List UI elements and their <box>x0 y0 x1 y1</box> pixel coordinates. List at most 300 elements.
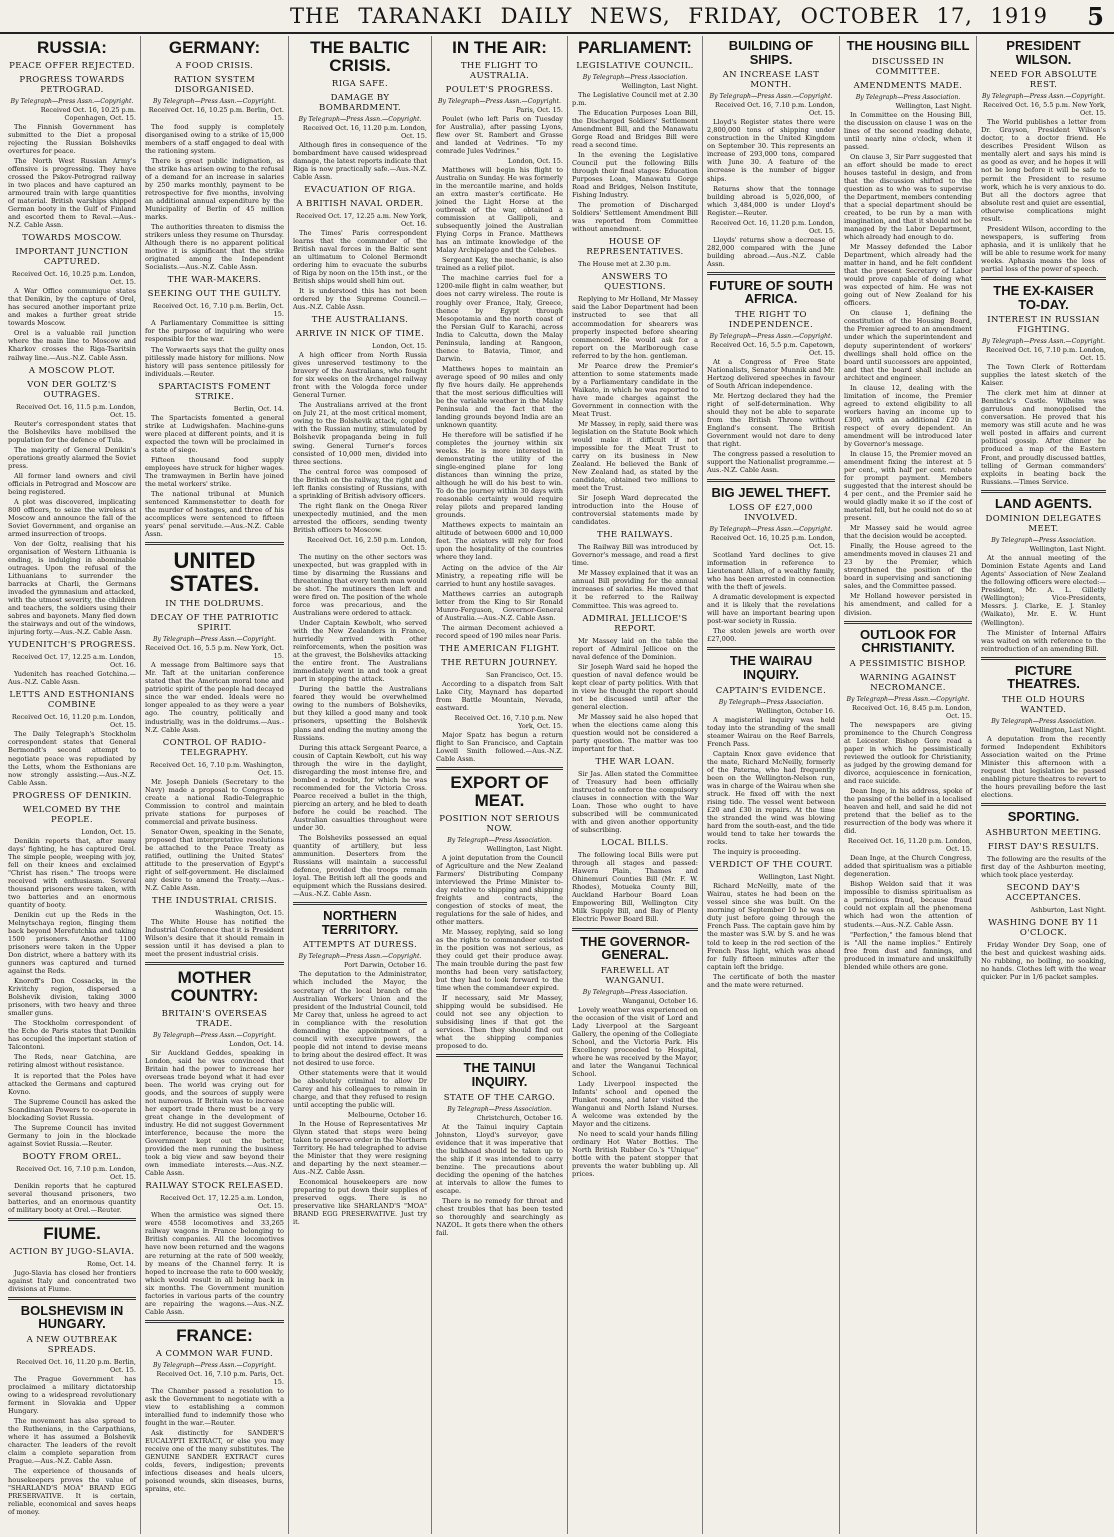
article-paragraph: Sir Auckland Geddes, speaking in London, said he was convinced that Britain had the power to increase her overseas trade beyond what it had ever been. The world was crying out for goods, and the sources of supply were not numerous. If Britain was to increase her export trade there must be a very great change in the development of industry. He did not suggest Government interference, because the more the Government kept out the better, provided the men running the business took a big view and saw beyond their own immediate interests.—Aus.-N.Z. Cable Assn. <box>145 1048 284 1178</box>
masthead-word: NEWS, <box>590 4 671 28</box>
article-paragraph: Mr Holland however persisted in his amendment, and called for a division. <box>844 592 972 617</box>
article-paragraph: Dean Inge, at the Church Congress, added that spiritualism was a pitiable degeneration. <box>844 854 972 879</box>
article-paragraph: Captain Knox gave evidence that the mate, Richard McNeilly, formerly of the Paterna, who had frequently been on the Wellington-Nelson run, was in charge of the Wairau when she struck. He fixed off with the next rising tide. The vessel went between £20 and £30 in repairs. At the time the stranded the wind was blowing hard from the south-east, and the tide would tend to take her towards the rocks. <box>707 749 835 847</box>
article-paragraph: Sir Jas. Allen stated the Committee of Treasury had been officially instructed to enforce the compulsory clauses in connection with the War Loan. Those who ought to have subscribed will be communicated with and given another opportunity of subscribing. <box>572 769 698 835</box>
subheadline: PROGRESS TOWARDS PETROGRAD. <box>19 74 125 95</box>
article-paragraph: The certificate of both the master and the mate were returned. <box>707 972 835 989</box>
section-headline: THE BALTIC CRISIS. <box>310 38 410 75</box>
subheadline: WARNING AGAINST NECROMANCE. <box>860 672 956 693</box>
article-paragraph: At a Congress of Free State Nationalists, Senator Munnik and Mr. Hertzog delivered speeches in favour of South African independence. <box>707 358 835 391</box>
section-headline: IN THE AIR: <box>452 38 547 57</box>
article-paragraph: Matthews expects to maintain an altitude of between 6000 and 10,000 feet. The aviators will rely for food upon the hospitality of the countries where they land. <box>436 521 563 562</box>
article-paragraph: He therefore will be satisfied if he completes the journey within six weeks. He is more interested in demonstrating the utility of the single-engined plane for long distances than winning the prize, although he will do his best to win. To do the journey within 30 days with reasonable certainty would require relay pilots and prepared landing grounds. <box>436 431 563 520</box>
section-divider <box>436 767 563 770</box>
article-paragraph: Sir Joseph Ward said he hoped the question of naval defence would be kept clear of party politics. With that in view he thought the report should not be discussed until after the general election. <box>572 662 698 711</box>
dateline: Received Oct. 17, 12.25 a.m. New York, Oct. 16. <box>296 211 427 228</box>
dateline: Received Oct. 16, 11.20 p.m. London, Oct. 15. <box>710 218 835 235</box>
dateline: Wellington, Last Night. <box>895 101 972 110</box>
section-headline: THE EX-KAISER TO-DAY. <box>993 282 1094 312</box>
subheadline: SEEKING OUT THE GUILTY. <box>147 289 282 300</box>
article-paragraph: During the battle the Australians feared they would be overwhelmed owing to the numbers of Bolsheviks, but they killed a good many and took prisoners, upsetting the Bolshevik plans and ending the mutiny among the Russians. <box>293 685 427 742</box>
article-paragraph: All former land owners and civil officials in Petrograd and Moscow are being registered. <box>8 471 136 496</box>
section-headline: RUSSIA: <box>37 38 107 57</box>
subheadline: YUDENITCH'S PROGRESS. <box>8 640 136 651</box>
masthead-word: 17, <box>936 4 973 28</box>
article-paragraph: "Perfection," the famous blend that is "All the name implies." Entirely free from dust and fannings, and produced in immature and unskilfully blended while others are gone. <box>844 930 972 971</box>
section-divider <box>707 647 835 650</box>
dateline: Received Oct. 16, 11.20 p.m. Berlin, Oct. 15. <box>16 1358 136 1375</box>
column-7 <box>840 36 977 1534</box>
wire-byline: By Telegraph—Press Assn.—Copyright. <box>152 1361 276 1369</box>
article-paragraph: The movement has also spread to the Ruthenians, in the Carpathians, where it has assumed a Bolshevik character. The leaders of the revolt claim a complete separation from Prague.—Aus.-N.Z. Cable Assn. <box>8 1417 136 1466</box>
article-paragraph: Mr. Joseph Daniels (Secretary to the Navy) made a proposal to Congress to create a national Radio-Telegraphic Commission to control and maintain private stations for purposes of commercial and private business. <box>145 777 284 826</box>
wire-byline: By Telegraph—Press Assn.—Copyright. <box>152 636 276 644</box>
masthead-word: THE <box>290 4 341 28</box>
article-paragraph: The following are the results of the first day of the Ashburton meeting, which took place yesterday. <box>981 854 1106 879</box>
subheadline: RIGA SAFE. <box>331 78 389 89</box>
article-paragraph: The inquiry is proceeding. <box>713 848 801 857</box>
wire-byline: By Telegraph—Press Association. <box>991 717 1096 725</box>
section-headline: FIUME. <box>43 1223 101 1243</box>
article-paragraph: There is no remedy for throat and chest troubles that has been tested so thoroughly and searchingly as NAZOL. It gets there when the others fail. <box>436 1197 563 1238</box>
section-divider <box>981 803 1106 806</box>
column-6 <box>703 36 840 1534</box>
article-paragraph: In the House of Representatives Mr Glynn stated that steps were being taken to preserve order in the Northern Territory. He had telegraphed to advise the Minister that they were resigning and departing by the next steamer.—Aus.-N.Z. Cable Assn. <box>293 1119 427 1177</box>
article-paragraph: Friday Wonder Dry Soap, one of the best and quickest washing aids. No rubbing, no boiling, no soaking, no hands. Clothes left with the wear quicker. Pur in 1/6 packet samples. <box>981 940 1106 982</box>
article-paragraph: The Reds, near Gatchina, are retiring almost without resistance. <box>8 1053 136 1070</box>
section-headline: LAND AGENTS. <box>994 495 1093 511</box>
dateline: Received Oct. 16, 5.5 p.m. New York, Oct. 15. <box>145 644 284 661</box>
article-paragraph: Poulet (who left Paris on Tuesday for Australia), after passing Lyons, flew over St. Rambert and Grasse and landed at Vedrines. "To my comrade Jules Vedrines." <box>436 114 563 155</box>
dateline: London, Oct. 15. <box>372 342 427 351</box>
section-divider <box>145 1320 284 1323</box>
section-divider <box>145 962 284 965</box>
dateline: Wellington, October 16. <box>756 706 835 715</box>
subheadline: ANSWERS TO QUESTIONS. <box>602 272 668 293</box>
subheadline: A MOSCOW PLOT. <box>28 365 116 376</box>
subheadline: RATION SYSTEM DISORGANISED. <box>173 74 256 95</box>
article-paragraph: The Supreme Council has invited Germany to join in the blockade against Soviet Russia.—Reuter. <box>8 1123 136 1148</box>
subheadline: THE FLIGHT TO AUSTRALIA. <box>460 60 539 81</box>
article-paragraph: Matthews carries an autograph letter from the King to Sir Ronald Munro-Ferguson, Governor-General of Australia.—Aus.-N.Z. Cable Assn. <box>436 589 563 622</box>
article-paragraph: The Education Purposes Loan Bill, the Discharged Soldiers' Settlement Amendment Bill, and the Manawatu Gorge Road and Bridges Bill were read a second time. <box>572 108 698 150</box>
subheadline: BRITAIN'S OVERSEAS TRADE. <box>161 1008 268 1029</box>
subheadline: WASHING DONE BY 11 O'CLOCK. <box>988 917 1099 938</box>
article-paragraph: Mr Massey explained that it was an annual Bill providing for the annual increases of salaries. He moved that it be referred to the Railway Committee. This was agreed to. <box>572 569 698 610</box>
section-divider <box>844 621 972 624</box>
columns <box>4 36 1110 1534</box>
article-paragraph: Knoroff's Don Cossacks, in the Krivitchy region, dispersed a Bolshevik division, taking 3000 prisoners, with two heavy and three smaller guns. <box>8 977 136 1018</box>
article-paragraph: The Chamber passed a resolution to ask the Government to negotiate with a view to establishing a common interallied fund to indemnify those who fought in the war.—Reuter. <box>145 1386 284 1427</box>
section-headline: PARLIAMENT: <box>578 38 692 57</box>
article-paragraph: A magisterial inquiry was held today into the stranding of the small steamer Wairau on the Reef Barrels, French Pass. <box>707 715 835 748</box>
dateline: Melbourne, October 16. <box>347 1110 427 1119</box>
article-paragraph: The White House has notified the Industrial Conference that it is President Wilson's desire that it should remain in session until it has devised a plan to meet the present industrial crisis. <box>145 918 284 959</box>
masthead-word: DAILY <box>500 4 573 28</box>
article-paragraph: Mr. Massey, replying, said so long as the rights to commandeer existed in the position was not serious, as they could get their produce away. The main trouble during the past few months had been very satisfactory, but they had to look forward to the time when the commandeer expired. <box>436 928 563 993</box>
wire-byline: By Telegraph—Press Assn.—Copyright. <box>298 115 422 123</box>
dateline: Received Oct. 16, 7.10 p.m. Berlin, Oct. 15. <box>152 302 284 319</box>
article-paragraph: The right flank on the Onega River unexpectedly mutinied, and the men arrested the officers, sending twenty British officers to Moscow. <box>293 501 427 534</box>
article-paragraph: The mutiny on the other sectors was unexpected, but was grappled with in time by disarming the Russians and threatening that every tenth man would be shot. The mutineers then left and were fired on. The position of the whole force was precarious, and the Australians were ordered to attack. <box>293 552 427 618</box>
article-paragraph: Mr Pearce drew the Premier's attention to some statements made by a Parliamentary candidate in the Waikato, in which he was reported to have made charges against the Government in connection with the Meat Trust. <box>572 361 698 418</box>
subheadline: ARRIVE IN NICK OF TIME. <box>295 329 425 340</box>
subheadline: CONTROL OF RADIO-TELEGRAPHY. <box>162 737 267 758</box>
article-paragraph: No need to scald your hands filling ordinary Hot Water Bottles. The North British Rubber Co.'s "Unique" bottle with the patent stopper that prevents the water bubbling up. All prices. <box>572 1130 698 1179</box>
column-5 <box>568 36 703 1534</box>
article-paragraph: Denikin reports that, after many days' fighting, he has captured Orel. The simple people, weeping with joy, fell on their knees and exclaimed "Christ has risen." The troops were received with enthusiasm. Several thousand prisoners were taken, with two batteries and an enormous quantity of booty. <box>8 836 136 909</box>
article-paragraph: The authorities threaten to dismiss the strikers unless they resume on Thursday. Although there is no apparent political motive it is significant that the strike originated among the Independent Socialists.—Aus.-N.Z. Cable Assn. <box>145 223 284 272</box>
column-4 <box>432 36 568 1534</box>
article-paragraph: Returns show that the tonnage building abroad is 5,026,000, of which 3,484,000 is under Lloyd's Register.—Reuter. <box>707 184 835 217</box>
masthead-word: TARANAKI <box>358 4 483 28</box>
article-paragraph: The Bolsheviks possessed an equal quantity of artillery, but less ammunition. Deserters from the Russians will maintain a successful defence, provided the troops remain loyal. The British left all the goods and equipment which the Russians desired.—Aus.-N.Z. Cable Assn. <box>293 833 427 899</box>
dateline: London, Oct. 15. <box>508 157 563 165</box>
article-paragraph: During this attack Sergeant Pearce, a cousin of Captain Kewbolt, cut his way through the wire in the daylight, disregarding the most intense fire, and bombed a redoubt, for which he was recommended for the Victoria Cross. Pearce received a bullet in the thigh, piercing an artery, and he bled to death before he could be reached. The Australian casualties throughout were under 30. <box>293 743 427 832</box>
article-paragraph: A plot was discovered, implicating 800 officers, to seize the wireless at Moscow and announce the fall of the Soviet Government, and organise an armed insurrection of troops. <box>8 497 136 538</box>
article-paragraph: The machine carries fuel for a 1200-mile flight in calm weather, but does not carry wireless. The route is roughly over France, Italy, Greece, thence by Egypt through Mesopotamia and the north coast of the Persian Gulf to Karachi, across India to Calcutta, down the Malay Peninsula, landing at Rangoon, thence to Batavia, Timor, and Darwin. <box>436 274 563 363</box>
section-divider <box>707 272 835 275</box>
wire-byline: By Telegraph—Press Assn.—Copyright. <box>152 1031 276 1039</box>
dateline: London, Oct. 14. <box>229 1039 284 1048</box>
article-paragraph: It is understood this has not been ordered by the Supreme Council.—Aus.-N.Z. Cable Assn. <box>293 287 427 312</box>
article-paragraph: The House met at 2.30 p.m. <box>578 260 672 269</box>
article-paragraph: It is reported that the Poles have attacked the Germans and captured Kovno. <box>8 1071 136 1096</box>
article-paragraph: A War Office communique states that Denikin, by the capture of Orel, has secured another important prize and makes a further great stride towards Moscow. <box>8 287 136 328</box>
article-paragraph: Denikin cut up the Reds in the Melnytschaya region, flinging them back beyond Merefutchka and taking 1500 prisoners. Another 1100 prisoners were taken in the Upper Don district, where a battery with its gunners was captured and turned against the Reds. <box>8 910 136 976</box>
article-paragraph: Lady Liverpool inspected the Infants' school and opened the Plunket rooms, and later visited the Wanganui and North Island Nurses. A welcome was extended by the Mayor and the citizens. <box>572 1080 698 1129</box>
dateline: Received Oct. 16, 8.45 p.m. London, Oct. 15. <box>852 703 972 720</box>
dateline: Received Oct. 17, 12.25 a.m. London, Oct. 15. <box>160 1194 284 1211</box>
subheadline: TOWARDS MOSCOW. <box>22 233 122 244</box>
article-paragraph: Orel is a valuable rail junction where the main line to Moscow and Kharkov crosses the Riga-Tsaritsin railway line.—Aus.-N.Z. Cable Assn. <box>8 329 136 362</box>
subheadline: THE OLD HOURS WANTED. <box>1001 694 1086 715</box>
section-divider <box>8 1297 136 1300</box>
subheadline: SECOND DAY'S ACCEPTANCES. <box>1005 882 1082 903</box>
article-paragraph: The Minister of Internal Affairs was waited on with reference to the reintroduction of an amending Bill. <box>981 628 1106 653</box>
subheadline: IMPORTANT JUNCTION CAPTURED. <box>15 247 129 268</box>
subheadline: NEED FOR ABSOLUTE REST. <box>989 70 1098 91</box>
article-paragraph: In Committee on the Housing Bill, the discussion on clause 1 was on the lines of the second reading debate, until nearly nine o'clock, when it passed. <box>844 110 972 151</box>
dateline: Received Oct. 16, 10.25 p.m. Berlin, Oct. 15. <box>148 105 284 122</box>
wire-byline: By Telegraph—Press Association. <box>718 698 824 706</box>
article-paragraph: The Stockholm correspondent of the Echo de Paris states that Denikin has occupied the important station of Talcontoni. <box>8 1019 136 1052</box>
wire-byline: By Telegraph—Press Assn.—Copyright. <box>709 333 833 341</box>
section-divider <box>981 490 1106 493</box>
section-divider <box>293 902 427 905</box>
subheadline: THE RAILWAYS. <box>597 530 673 541</box>
wire-byline: By Telegraph—Press Association. <box>991 537 1096 545</box>
article-paragraph: The Australians arrived at the front on July 21, at the most critical moment, owing to the Bolshevik attack, coupled with the Russian mutiny, stimulated by Bolshevik propaganda being in full swing. General Turner's forces consisted of 10,000 men, divided into three sections. <box>293 401 427 466</box>
dateline: Received Oct. 16, 11.20 p.m. London, Oct. 15. <box>11 713 136 730</box>
dateline: Received Oct. 16, 5.5 p.m. New York, Oct. 15. <box>982 101 1106 118</box>
article-paragraph: A message from Baltimore says that Mr. Taft at the unitarian conference stated that the American moral tone and patriotic spirit of the people had decayed since the war ended. Ideals were no longer appealed to as they were a year ago. The country, politically and industrially, was in the doldrums.—Aus.-N.Z. Cable Assn. <box>145 661 284 734</box>
article-paragraph: Senator Owen, speaking in the Senate, proposed that interpretative resolutions be attached to the Peace Treaty as ratified, outlining the United States' attitude to the preservation of Egypt's right of self-government. He disclaimed any desire to amend the Treaty.—Aus.-N.Z. Cable Assn. <box>145 827 284 892</box>
subheadline: ACTION BY JUGO-SLAVIA. <box>9 1246 135 1257</box>
section-headline: FRANCE: <box>176 1325 253 1345</box>
subheadline: THE AUSTRALIANS. <box>311 315 409 326</box>
article-paragraph: The Daily Telegraph's Stockholm correspondent states that General Bermondt's second attempt to negotiate peace was repudiated by the Letts, whom the Esthonians are now strongly assisting.—Aus.-N.Z. Cable Assn. <box>8 730 136 787</box>
wire-byline: By Telegraph—Press Assn.—Copyright. <box>10 97 134 105</box>
dateline: Wellington, Last Night. <box>758 873 835 882</box>
article-paragraph: Finally, the House agreed to the amendments moved in clauses 21 and 23 by the Premier, which strengthened the position of the board in supervising and sanctioning sales, and the Committee passed. <box>844 542 972 591</box>
subheadline: DECAY OF THE PATRIOTIC SPIRIT. <box>150 613 279 634</box>
article-paragraph: On clause 1, defining the constitution of the Housing Board, the Premier agreed to an amendment under which the superintendent and deputy superintendent of workers' dwellings shall hold office on the board until successors are appointed, and that the board shall include an architect and engineer. <box>844 309 972 382</box>
wire-byline: By Telegraph—Press Assn.—Copyright. <box>981 338 1105 346</box>
subheadline: A FOOD CRISIS. <box>175 60 254 71</box>
article-paragraph: The Prague Government has proclaimed a military dictatorship owing to a widespread revolutionary ferment in Slovakia and Upper Hungary. <box>8 1375 136 1416</box>
column-1 <box>4 36 141 1534</box>
article-paragraph: Replying to Mr Holland, Mr Massey said the Labor Department had been instructed to see that all accommodation for shearers was properly inspected before shearing commenced. He would ask for a report on the Marlborough case referred to by the hon. gentleman. <box>572 295 698 360</box>
article-paragraph: The Legislative Council met at 2.30 p.m. <box>572 90 698 107</box>
subheadline: BOOTY FROM OREL. <box>22 1151 122 1162</box>
section-headline: BIG JEWEL THEFT. <box>711 484 831 500</box>
article-paragraph: In the evening the Legislative Council put the following Bills through their final stages: Education Purposes Loan, Manawatu Gorge Road and Bridges, Nelson Institute, Fishing Industry. <box>572 151 698 200</box>
article-paragraph: The Railway Bill was introduced by Governor's message, and read a first time. <box>572 543 698 568</box>
dateline: Received Oct. 16, 7.10 p.m. Paris, Oct. 15. <box>156 1369 284 1386</box>
section-headline: NORTHERN TERRITORY. <box>321 908 399 937</box>
subheadline: POSITION NOT SERIOUS NOW. <box>439 813 560 834</box>
subheadline: THE WAR LOAN. <box>595 756 675 767</box>
subheadline: EVACUATION OF RIGA. <box>304 184 416 195</box>
subheadline: THE WAR-MAKERS. <box>167 275 262 286</box>
subheadline: LOSS OF £27,000 INVOLVED. <box>729 503 813 524</box>
dateline: Berlin, Oct. 14. <box>233 404 284 413</box>
subheadline: THE RIGHT TO INDEPENDENCE. <box>728 310 814 331</box>
dateline: Wellington, Last Night. <box>1029 725 1106 734</box>
article-paragraph: Mr Massey defended the Labor Department, which already had the matter in hand, and he felt confident that the present Secretary of Labor would prove capable of doing what was expected of him. He was not going out of New Zealand for his officers. <box>844 243 972 308</box>
article-paragraph: The food supply is completely disorganised owing to a strike of 15,000 members of a staff engaged to deal with the rationing system. <box>145 122 284 155</box>
article-paragraph: Bishop Weldon said that it was impossible to dismiss spiritualism as a pernicious fraud, because fraud could not explain all the phenomena which had won the attention of students.—Aus.-N.Z. Cable Assn. <box>844 880 972 929</box>
subheadline: ADMIRAL JELLICOE'S REPORT. <box>582 613 688 634</box>
article-paragraph: The national tribunal at Munich sentenced Kammenstetter to death for the murder of hostages, and three of his accomplices were sentenced to fifteen years' penal servitude.—Aus.-N.Z. Cable Assn. <box>145 489 284 539</box>
subheadline: CAPTAIN'S EVIDENCE. <box>715 685 827 696</box>
subheadline: A NEW OUTBREAK SPREADS. <box>26 1335 118 1356</box>
dateline: Wellington, Last Night. <box>486 844 563 853</box>
dateline: Ashburton, Last Night. <box>1030 905 1106 914</box>
dateline: Received Oct. 16, 10.25 p.m. Copenhagen, Oct. 15. <box>40 105 136 122</box>
article-paragraph: According to a dispatch from Salt Lake City, Maynard has departed from Battle Mountain, Nevada, eastward. <box>436 679 563 712</box>
article-paragraph: Economical housekeepers are now preparing to put down their supplies of preserved eggs. There is no preservative like SHARLAND'S "MOA" BRAND EGG PRESERVATIVE. Just try it. <box>293 1178 427 1227</box>
article-paragraph: Jugo-Slavia has closed her frontiers against Italy and concentrated two divisions at Fiume. <box>8 1268 136 1293</box>
section-headline: BUILDING OF SHIPS. <box>728 38 814 67</box>
page-number: 5 <box>1087 2 1104 31</box>
dateline: Received Oct. 16, 5.5 p.m. Capetown, Oct. 15. <box>710 341 835 358</box>
section-divider <box>981 277 1106 280</box>
article-paragraph: Matthews hopes to maintain an average speed of 90 miles and only fly five hours daily. He apprehends that the most serious difficulties will be the variable weather in the Malay Peninsula and the fact that the landing grounds beyond India are an unknown quantity. <box>436 364 563 429</box>
section-divider <box>707 479 835 482</box>
masthead-word: OCTOBER <box>800 4 919 28</box>
section-headline: THE GOVERNOR-GENERAL. <box>580 933 690 963</box>
column-8 <box>977 36 1110 1534</box>
subheadline: DAMAGE BY BOMBARDMENT. <box>319 92 401 113</box>
article-paragraph: Acting on the advice of the Air Ministry, a repeating rifle will be carried to hunt any hostile savages. <box>436 563 563 588</box>
masthead-title <box>290 4 1058 28</box>
subheadline: THE AMERICAN FLIGHT. <box>439 643 560 654</box>
article-paragraph: The Vorwaerts says that the guilty ones pitilessly made history for millions. Now history will pass sentence pitilessly for individuals.—Reuter. <box>145 345 284 378</box>
article-paragraph: The stolen jewels are worth over £27,000. <box>707 627 835 644</box>
dateline: Wellington, Last Night. <box>621 81 698 90</box>
section-headline: OUTLOOK FOR CHRISTIANITY. <box>859 626 957 656</box>
article-paragraph: Mr Massey said he also hoped that when the elections came along this question would not be considered a party question. The matter was too important for that. <box>572 712 698 753</box>
section-divider <box>436 1054 563 1057</box>
subheadline: A BRITISH NAVAL ORDER. <box>296 198 424 209</box>
dateline: London, Oct. 15. <box>81 827 136 836</box>
wire-byline: By Telegraph—Press Assn.—Copyright. <box>709 93 833 101</box>
article-paragraph: A Parliamentary Committee is sitting for the purpose of inquiring who were responsible for the war. <box>145 319 284 344</box>
article-paragraph: The experience of thousands of housekeepers proves the value of "SHARLAND'S MOA" BRAND EGG PRESERVATIVE. It is certain, reliable, economical and saves heaps of money. <box>8 1467 136 1516</box>
article-paragraph: The Spartacists fomented a general strike at Ludwigshafen. Machine-guns were placed at different points, and it is expected the town will be proclaimed in a state of siege. <box>145 413 284 454</box>
subheadline: ASHBURTON MEETING. <box>985 827 1102 838</box>
section-headline: UNITED STATES. <box>169 548 260 597</box>
article-paragraph: Lloyd's Register states there were 2,800,000 tons of shipping under construction in the United Kingdom on September 30. This represents an increase of 293,000 tons, compared with June 30. A feature of the increase is the number of bigger ships. <box>707 118 835 183</box>
article-paragraph: A dramatic development is expected and it is likely that the revelations will have an important bearing upon post-war society in Russia. <box>707 593 835 626</box>
subheadline: IN THE DOLDRUMS. <box>165 599 264 610</box>
section-headline: THE HOUSING BILL <box>846 38 970 53</box>
dateline: Paris, Oct. 15. <box>516 105 563 114</box>
dateline: Wellington, Last Night. <box>1029 545 1106 554</box>
article-paragraph: Sir Joseph Ward deprecated the introduction into the House of controversial statements made by candidates. <box>572 494 698 527</box>
article-paragraph: The deputation to the Administrator, which included the Mayor, the secretary of the local branch of the Australian Workers' Union and the president of the Industrial Council, told Mr Carey that, unless he agreed to act in compliance with the resolution demanding the appointment of a council with executive powers, the people did not intend to devise means to bring about the desired effect. It was not desired to use force. <box>293 970 427 1067</box>
article-paragraph: The Finnish Government has submitted to the Diet a proposal rejecting the Russian Bolsheviks overtures for peace. <box>8 122 136 155</box>
section-divider <box>8 1218 136 1221</box>
subheadline: A PESSIMISTIC BISHOP. <box>849 658 967 669</box>
subheadline: HOUSE OF REPRESENTATIVES. <box>586 237 684 258</box>
subheadline: LETTS AND ESTHONIANS COMBINE <box>9 690 135 711</box>
article-paragraph: Yudenitch has reached Gotchina.—Aus.-N.Z. Cable Assn. <box>8 670 136 687</box>
masthead-word: FRIDAY, <box>688 4 783 28</box>
wire-byline: By Telegraph—Press Assn.—Copyright. <box>298 953 422 961</box>
dateline: Washington, Oct. 15. <box>215 909 284 917</box>
wire-byline: By Telegraph—Press Assn.—Copyright. <box>437 97 561 105</box>
dateline: Received Oct. 16, 7.10 p.m. London, Oct. 15. <box>16 1164 136 1181</box>
wire-byline: By Telegraph—Press Association. <box>447 1105 552 1113</box>
subheadline: FAREWELL AT WANGANUI. <box>600 965 670 986</box>
article-paragraph: At the Tainui inquiry Captain Johnston, Lloyd's surveyor, gave evidence that it was imperative that the bulkhead should be taken up to the ship if it was intended to carry benzine. The precautions about deciding the opening of the hatches at intervals to allow the fumes to escape. <box>436 1122 563 1195</box>
subheadline: RAILWAY STOCK RELEASED. <box>145 1181 284 1192</box>
dateline: Wanganui, October 16. <box>622 996 698 1005</box>
wire-byline: By Telegraph—Press Assn.—Copyright. <box>709 526 833 534</box>
subheadline: DOMINION DELEGATES MEET. <box>985 514 1102 535</box>
wire-byline: By Telegraph—Press Association. <box>855 93 961 101</box>
article-paragraph: Other statements were that it would be absolutely criminal to allow Dr Carey and his colleagues to remain in charge, and that they refused to resign until accepting the public will. <box>293 1068 427 1109</box>
article-paragraph: If necessary, said Mr Massey, shipping would be subsidised. He could not see any objection to subsidising lines if that got the services. Then they should find out what the shipping companies proposed to do. <box>436 994 563 1051</box>
article-paragraph: The airman Decoment achieved a record speed of 190 miles near Paris. <box>436 623 563 640</box>
subheadline: POULET'S PROGRESS. <box>445 84 554 95</box>
article-paragraph: The Times' Paris correspondent learns that the commander of the British naval forces in the Baltic sent an ultimatum to Colonel Bermondt ordering him to evacuate the suburbs of Riga by noon on the 15th inst., or the British ships would shell him out. <box>293 228 427 286</box>
dateline: Received Oct. 16, 7.10 p.m. Washington, Oct. 15. <box>150 760 284 777</box>
article-paragraph: At the annual meeting of the Dominion Estate Agents and Land Agents' Association of New Zealand the following officers were elected:—President, Mr. A. L. Gilletly (Wellington); Vice-Presidents, Messrs. J. Clarke, E. J. Stanley (Waikato), Mr. E. W. Hunt (Wellington). <box>981 554 1106 627</box>
article-paragraph: When the armistice was signed there were 4558 locomotives and 33,265 railway wagons in France belonging to British companies. All the locomotives have now been returned and the wagons are returning at the rate of 500 weekly, by means of the Channel ferry. It is hoped to increase the rate to 600 weekly, which would result in all being back in six months. The Government munition factories in various parts of the country are repairing the wagons.—Aus.-N.Z. Cable Assn. <box>145 1211 284 1316</box>
dateline: Received Oct. 16, 7.10 p.m. New York, Oct. 15. <box>454 713 563 730</box>
article-paragraph: The Supreme Council has asked the Scandinavian Powers to co-operate in blockading Soviet Russia. <box>8 1097 136 1122</box>
article-paragraph: The congress passed a resolution to support the Nationalist programme.—Aus.-N.Z. Cable Assn. <box>707 450 835 475</box>
column-2 <box>141 36 289 1534</box>
masthead <box>0 0 1114 34</box>
article-paragraph: Dean Inge, in his address, spoke of the passing of the belief in a localised heaven and hell, and said he did not pretend that the belief as to the resurrection of the body was where it did. <box>844 787 972 836</box>
dateline: Rome, Oct. 14. <box>86 1259 136 1268</box>
masthead-word: 1919 <box>990 4 1048 28</box>
subheadline: VON DER GOLTZ'S OUTRAGES. <box>27 379 117 400</box>
section-headline: MOTHER COUNTRY: <box>170 968 259 1005</box>
subheadline: DISCUSSED IN COMMITTEE. <box>871 56 945 77</box>
article-paragraph: Ask distinctly for SANDER'S EUCALYPTI EXTRACT, or else you may receive one of the many substitutes. The GENUINE SANDER EXTRACT cures colds, fevers, indigestion; prevents infectious diseases and heals ulcers, poisoned wounds, skin diseases, burns, sprains, etc. <box>145 1428 284 1493</box>
article-paragraph: The Town Clerk of Rotterdam supplies the latest sketch of the Kaiser. <box>981 363 1106 388</box>
article-paragraph: The central force was composed of the British on the railway, the right and left flanks consisting of Russians, with a sprinkling of British advisory officers. <box>293 467 427 500</box>
wire-byline: By Telegraph—Press Association. <box>582 988 688 996</box>
dateline: Received Oct. 16, 10.25 p.m. London, Oct. 15. <box>710 534 835 551</box>
subheadline: WELCOMED BY THE PEOPLE. <box>22 804 122 825</box>
article-paragraph: Major Spatz has begun a return flight to San Francisco, and Captain Lowell Smith followed.—Aus.-N.Z. Cable Assn. <box>436 730 563 763</box>
article-paragraph: Von der Goltz, realising that his organisation of Western Lithuania is ending, is indulging in abominable outrages. Upon the refusal of the Lithuanians to surrender the barracks at Charli, the Germans invaded the gymnasium and attacked, with the utmost severity, the children and teachers, the soldiers using their sabres and bayonets. Many fled down the stairways and out of the windows, injuring forty.—Aus.-N.Z. Cable Assn. <box>8 539 136 637</box>
subheadline: AMENDMENTS MADE. <box>853 80 963 91</box>
article-paragraph: There is great public indignation, as the strike has arisen owing to the refusal of a demand for an increase in salaries by 250 marks monthly, payment to be retrospective for five months, involving an additional annual expenditure by the Municipality of Berlin of 45 million marks. <box>145 156 284 222</box>
dateline: Received Oct. 16, 7.10 p.m. London, Oct. 15. <box>986 346 1106 363</box>
section-headline: BOLSHEVISM IN HUNGARY. <box>20 1302 124 1332</box>
dateline: Received Oct. 16, 7.10 p.m. London, Oct. 15. <box>715 101 835 118</box>
article-paragraph: In clause 15, the Premier moved an amendment fixing the interest at 5 per cent., with half per cent. rebate for prompt payment. Members suggested that the interest should be 4 per cent., and the Premier said he would gladly make it so if the cost of material fell, but he could not do so at present. <box>844 449 972 523</box>
article-paragraph: The following local Bills were put through all stages and passed: Hawera Plain, Thames and Ohinemuri Counties Bill (Mr. F. W. Rhodes), Motueka County Bill, Auckland Harbour Board Loan Empowering Bill, Wellington City Milk Supply Bill, and Bay of Plenty Electric Power Board Bill. <box>572 851 698 924</box>
column-3 <box>289 36 432 1534</box>
section-headline: GERMANY: <box>168 38 261 57</box>
dateline: Received Oct. 16, 11.20 p.m. London, Oct. 15. <box>847 837 972 854</box>
article-paragraph: Richard McNeilly, mate of the Wairau, states he had been on the vessel since she was built. On the morning of September 10 he was on duty just before going through the French Pass. The captain gave him by the master was S.W. by S. and he was told to keep in the red section of the French Pass light, which was ahead for fully fifteen minutes after the captain left the bridge. <box>707 882 835 971</box>
article-paragraph: Scotland Yard declines to give information in reference to Lieutenant Allan, of a wealthy family, who has been arrested in connection with the theft of jewels. <box>707 551 835 592</box>
section-headline: PICTURE THEATRES. <box>1007 662 1080 692</box>
subheadline: PEACE OFFER REJECTED. <box>9 60 135 71</box>
article-paragraph: In clause 12, dealing with the limitation of income, the Premier agreed to extend eligibility to all workers having an income up to £300, with an additional £20 in respect of every dependent. An amendment will be introduced later by Governor's message. <box>844 383 972 448</box>
dateline: Received Oct. 17, 12.25 a.m. London, Oct. 16. <box>12 653 136 670</box>
subheadline: THE RETURN JOURNEY. <box>441 657 558 668</box>
subheadline: STATE OF THE CARGO. <box>443 1092 556 1103</box>
wire-byline: By Telegraph—Press Assn.—Copyright. <box>152 97 276 105</box>
article-paragraph: Reuter's correspondent states that the Bolsheviks have mobilised the population for the defence of Tula. <box>8 419 136 444</box>
article-paragraph: The newspapers are giving prominence to the Church Congress at Leicester. Bishop Gore read a paper in which he pessimistically reviewed the outlook for Christianity, as judged by the growing demand for divorce, acquiescence in fornication, and race suicide. <box>844 720 972 786</box>
dateline: Received Oct. 16, 2.50 p.m. London, Oct. 15. <box>307 535 427 552</box>
section-divider <box>981 657 1106 660</box>
section-headline: FUTURE OF SOUTH AFRICA. <box>709 277 833 307</box>
article-paragraph: Fifteen thousand food supply employees have struck for higher wages. The tramwaymen in Berlin have joined the metal workers' strike. <box>145 455 284 488</box>
subheadline: INTEREST IN RUSSIAN FIGHTING. <box>987 315 1100 336</box>
section-headline: THE WAIRAU INQUIRY. <box>729 653 813 683</box>
subheadline: LOCAL BILLS. <box>601 838 669 849</box>
article-paragraph: A joint deputation from the Council of Agriculture and the New Zealand Farmers' Distributing Company interviewed the Prime Minister to-day relative to shipping and shipping freights and contracts, the congestion of stocks of meat, the regulations for the sale of hides, and other matters. <box>436 853 563 926</box>
subheadline: PROGRESS OF DENIKIN. <box>12 790 132 801</box>
section-headline: SPORTING. <box>1007 809 1080 825</box>
article-paragraph: Matthews will begin his flight to Australia on Sunday. He was formerly in the mercantile marine, and holds an extra master's certificate. He joined the Light Horse at the outbreak of the war, obtained a commission at Gallipoli, and subsequently joined the Australian Flying Corps in France. Matthews has an intimate knowledge of the Malay Archipelago and the Celebes. <box>436 166 563 255</box>
section-headline: EXPORT OF MEAT. <box>450 773 549 810</box>
article-paragraph: Denikin reports that he captured several thousand prisoners, two batteries, and an enormous quantity of military booty at Orel.—Reuter. <box>8 1181 136 1214</box>
dateline: Port Darwin, October 16. <box>344 961 427 970</box>
subheadline: ATTEMPTS AT DURESS. <box>302 940 418 951</box>
dateline: Received Oct. 16, 10.25 p.m. London, Oct. 15. <box>11 270 136 287</box>
article-paragraph: Mr Massey, in reply, said there was legislation on the Statute Book which would make it difficult if not impossible for the Meat Trust to carry on its business in New Zealand. He believed the Bank of New Zealand had, as stated by the candidate, obtained two millions to meet the Trust. <box>572 419 698 493</box>
article-paragraph: Sergeant Kay, the mechanic, is also trained as a relief pilot. <box>436 256 563 273</box>
subheadline: THE INDUSTRIAL CRISIS. <box>152 896 277 906</box>
wire-byline: By Telegraph—Press Assn.—Copyright. <box>981 93 1105 101</box>
article-paragraph: On clause 3, Sir Parr suggested that an effort should be made to erect houses tasteful in design, and from that the discussion shifted to the question as to who was to supervise the Department, members contending that a special department should be created, to be run by a man with imagination, and that it should not be managed by the Labor Department, which already had enough to do. <box>844 152 972 242</box>
wire-byline: By Telegraph—Press Assn.—Copyright. <box>846 695 970 703</box>
article-paragraph: President Wilson, according to the newspapers, is suffering from aphasia, and it is unlikely that he will be able to resume work for many weeks. Aphasia means the loss of partial loss of the power of speech. <box>981 224 1106 273</box>
dateline: Christchurch, October 16. <box>476 1113 563 1122</box>
subheadline: A COMMON WAR FUND. <box>155 1348 274 1359</box>
article-paragraph: The promotion of Discharged Soldiers' Settlement Amendment Bill was reported from Committee without amendment. <box>572 201 698 234</box>
subheadline: AN INCREASE LAST MONTH. <box>722 70 820 91</box>
subheadline: LEGISLATIVE COUNCIL. <box>576 60 694 71</box>
wire-byline: By Telegraph—Press Association. <box>582 73 688 81</box>
article-paragraph: The majority of General Denikin's operations greatly alarmed the Soviet press. <box>8 445 136 470</box>
section-divider <box>145 542 284 545</box>
